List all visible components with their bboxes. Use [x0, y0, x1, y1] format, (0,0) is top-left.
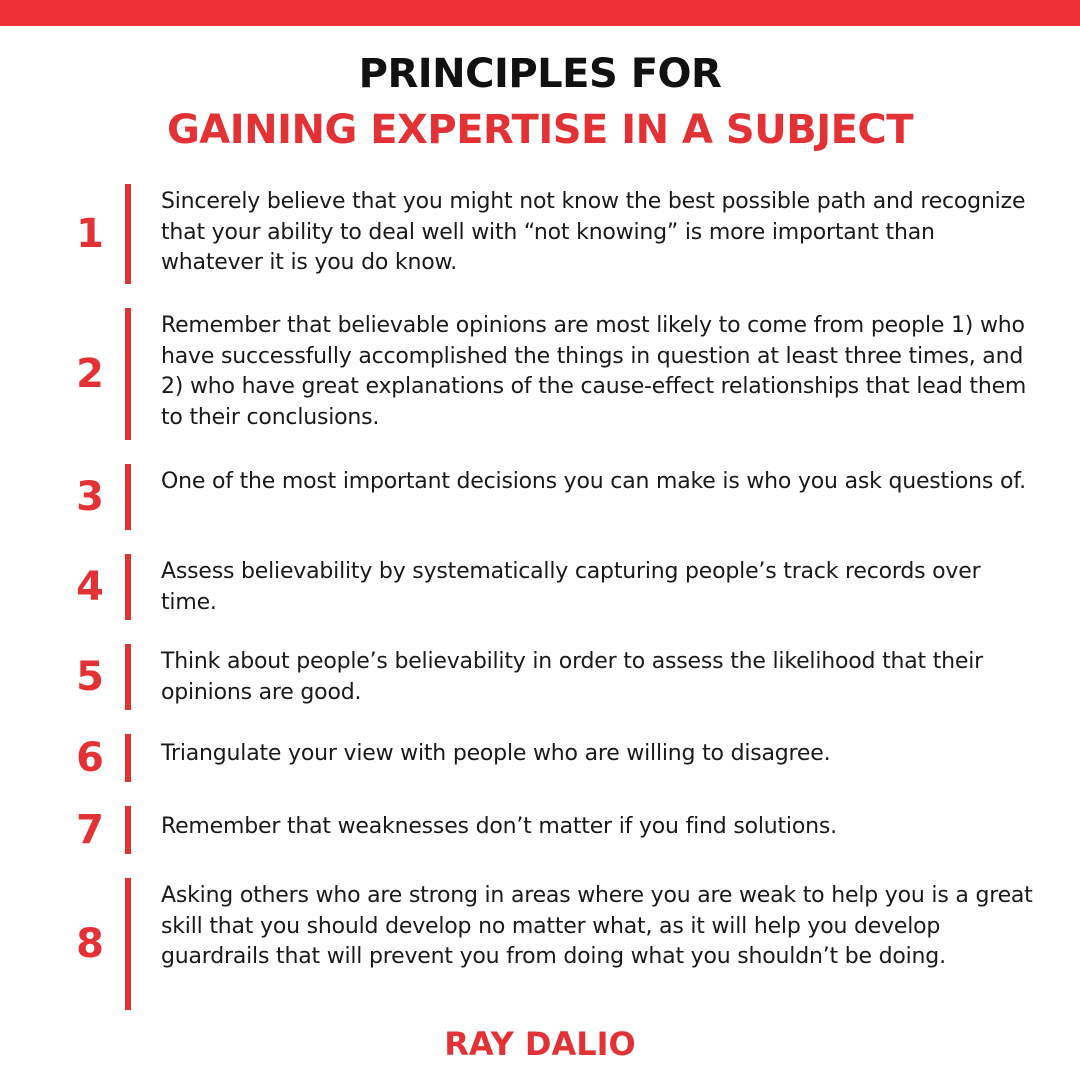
author-name: RAY DALIO — [444, 1025, 636, 1063]
top-accent-bar — [0, 0, 1080, 26]
principle-item-2 — [0, 308, 1080, 440]
page-title-line-1: PRINCIPLES FOR — [358, 51, 722, 97]
principle-divider-bar — [125, 308, 131, 440]
principle-number: 5 — [76, 654, 104, 700]
principle-text: Assess believability by systematically capturing people’s track records over time. — [161, 559, 981, 615]
principle-number: 7 — [76, 807, 104, 853]
principle-text: Think about people’s believability in order to assess the likelihood that their opinions are good. — [161, 649, 983, 705]
principle-number: 4 — [76, 564, 104, 610]
principle-divider-bar — [125, 806, 131, 854]
principle-item-3 — [0, 464, 1080, 530]
principle-divider-bar — [125, 734, 131, 782]
principle-item-6 — [0, 734, 1080, 782]
principle-item-4 — [0, 554, 1080, 620]
principle-item-1 — [0, 184, 1080, 284]
principle-text: Sincerely believe that you might not know the best possible path and recognize that your ability to deal well with “not knowing” is more important than whatever it is you do know. — [161, 189, 1026, 275]
page-title-line-2: GAINING EXPERTISE IN A SUBJECT — [166, 107, 914, 153]
principle-number: 1 — [76, 211, 104, 257]
principle-divider-bar — [125, 554, 131, 620]
principle-text: One of the most important decisions you can make is who you ask questions of. — [161, 469, 1026, 494]
principle-divider-bar — [125, 464, 131, 530]
principle-text: Asking others who are strong in areas where you are weak to help you is a great skill that you should develop no matter what, as it will help you develop guardrails that will prevent you from doing what you shouldn’t be doing. — [161, 883, 1033, 969]
principle-number: 6 — [76, 735, 104, 781]
principle-item-5 — [0, 644, 1080, 710]
principle-divider-bar — [125, 184, 131, 284]
principle-number: 8 — [76, 921, 104, 967]
principle-number: 2 — [76, 351, 104, 397]
principle-item-8 — [0, 878, 1080, 1010]
principle-text: Triangulate your view with people who are willing to disagree. — [161, 741, 831, 766]
principle-divider-bar — [125, 644, 131, 710]
principle-item-7 — [0, 806, 1080, 854]
principle-text: Remember that believable opinions are most likely to come from people 1) who have successfully accomplished the things in question at least three times, and 2) who have great explanations of the cause-effect relationships that lead them to their conclusions. — [161, 313, 1027, 430]
principle-divider-bar — [125, 878, 131, 1010]
principle-text: Remember that weaknesses don’t matter if you find solutions. — [161, 814, 837, 839]
principle-number: 3 — [76, 474, 104, 520]
